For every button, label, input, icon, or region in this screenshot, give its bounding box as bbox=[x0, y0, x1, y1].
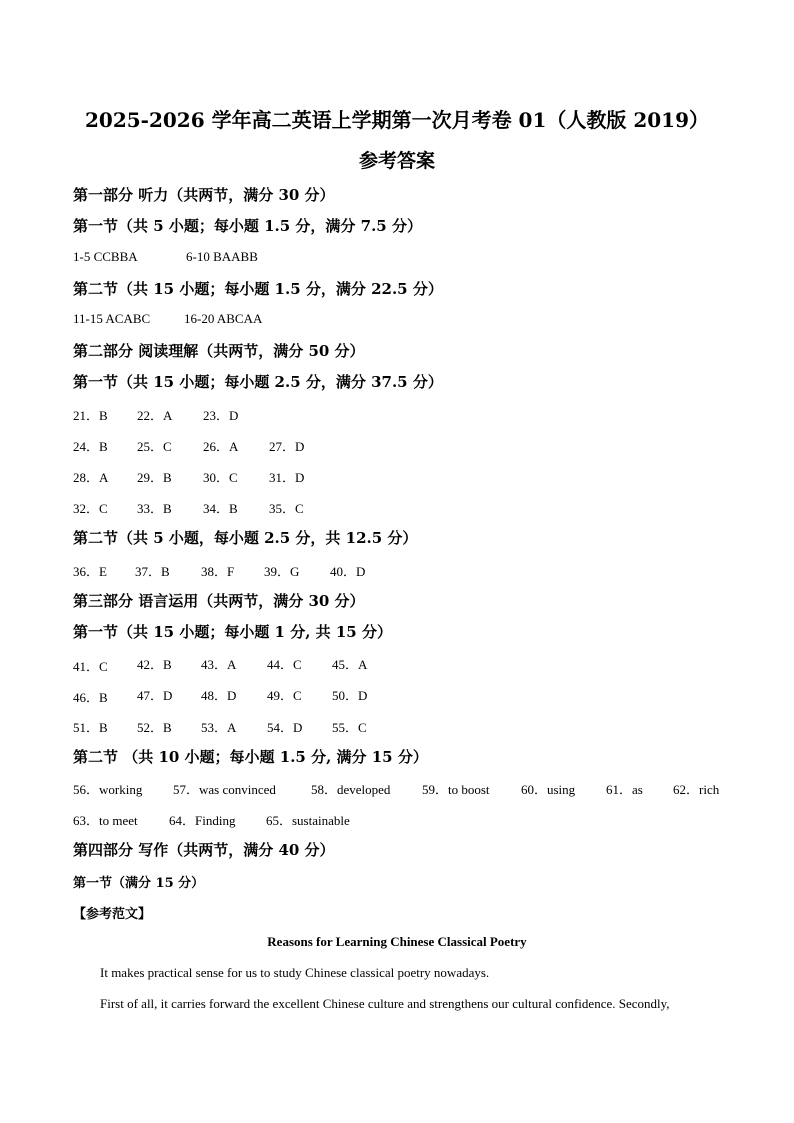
part1-sec1-heading: 第一节（共 5 小题；每小题 1.5 分，满分 7.5 分） bbox=[73, 217, 422, 235]
part1-heading: 第一部分 听力（共两节，满分 30 分） bbox=[73, 186, 335, 204]
answer-item: 54．D bbox=[267, 720, 303, 735]
answer-item: 59．to boost bbox=[422, 782, 490, 797]
answer-item: 30．C bbox=[203, 470, 238, 485]
sample-essay-label: 【参考范文】 bbox=[73, 907, 152, 922]
answer-item: 51．B bbox=[73, 720, 108, 735]
answer-item: 56．working bbox=[73, 782, 143, 797]
answer-item: 42．B bbox=[137, 657, 172, 672]
answer-item: 44．C bbox=[267, 657, 302, 672]
page-title: 2025-2026 学年高二英语上学期第一次月考卷 01（人教版 2019） bbox=[84, 108, 709, 132]
answer-item: 22．A bbox=[137, 408, 173, 423]
answer-item: 57．was convinced bbox=[173, 782, 276, 797]
answer-item: 26．A bbox=[203, 439, 239, 454]
answer-item: 33．B bbox=[137, 501, 172, 516]
answer-item: 50．D bbox=[332, 688, 368, 703]
part2-sec2-heading: 第二节（共 5 小题，每小题 2.5 分，共 12.5 分） bbox=[73, 529, 418, 547]
part3-sec2-heading: 第二节 （共 10 小题；每小题 1.5 分, 满分 15 分） bbox=[73, 748, 428, 766]
answer-item: 37．B bbox=[135, 564, 170, 579]
part1-sec2-heading: 第二节（共 15 小题；每小题 1.5 分，满分 22.5 分） bbox=[73, 280, 443, 298]
part4-sec1-heading: 第一节（满分 15 分） bbox=[73, 876, 205, 891]
essay-title: Reasons for Learning Chinese Classical Poetry bbox=[267, 934, 527, 949]
answer-item: 28．A bbox=[73, 470, 109, 485]
answer-item: 52．B bbox=[137, 720, 172, 735]
part4-heading: 第四部分 写作（共两节，满分 40 分） bbox=[73, 841, 335, 859]
answer-item: 25．C bbox=[137, 439, 172, 454]
answer-item: 34．B bbox=[203, 501, 238, 516]
essay-paragraph-2: First of all, it carries forward the excellent Chinese culture and strengthens our cultural confidence. Secondly, bbox=[100, 996, 670, 1011]
answer-item: 61．as bbox=[606, 782, 643, 797]
answer-item: 32．C bbox=[73, 501, 108, 516]
answer-item: 46．B bbox=[73, 690, 108, 705]
part2-heading: 第二部分 阅读理解（共两节，满分 50 分） bbox=[73, 342, 365, 360]
answer-item: 55．C bbox=[332, 720, 367, 735]
answer-item: 43．A bbox=[201, 657, 237, 672]
part3-heading: 第三部分 语言运用（共两节，满分 30 分） bbox=[73, 592, 365, 610]
answer-item: 47．D bbox=[137, 688, 173, 703]
part3-sec1-heading: 第一节（共 15 小题；每小题 1 分, 共 15 分） bbox=[73, 623, 392, 641]
page-subtitle: 参考答案 bbox=[358, 150, 435, 172]
answer-item: 62．rich bbox=[673, 782, 720, 797]
answer-item: 40．D bbox=[330, 564, 366, 579]
answer-item: 21．B bbox=[73, 408, 108, 423]
answer-item: 31．D bbox=[269, 470, 305, 485]
answer-item: 41．C bbox=[73, 659, 108, 674]
answer-item: 36．E bbox=[73, 564, 107, 579]
answer-group: 11-15 ACABC bbox=[73, 311, 151, 326]
answer-item: 35．C bbox=[269, 501, 304, 516]
answer-item: 45．A bbox=[332, 657, 368, 672]
answer-item: 23．D bbox=[203, 408, 239, 423]
answer-group: 1-5 CCBBA bbox=[73, 249, 138, 264]
answer-item: 38．F bbox=[201, 564, 235, 579]
answer-item: 49．C bbox=[267, 688, 302, 703]
answer-item: 24．B bbox=[73, 439, 108, 454]
essay-paragraph-1: It makes practical sense for us to study Chinese classical poetry nowadays. bbox=[100, 965, 490, 980]
answer-item: 64．Finding bbox=[169, 813, 236, 828]
answer-item: 39．G bbox=[264, 564, 300, 579]
part2-sec1-heading: 第一节（共 15 小题；每小题 2.5 分，满分 37.5 分） bbox=[73, 373, 443, 391]
answer-group: 6-10 BAABB bbox=[186, 249, 258, 264]
answer-item: 60．using bbox=[521, 782, 576, 797]
answer-item: 29．B bbox=[137, 470, 172, 485]
answer-item: 63．to meet bbox=[73, 813, 138, 828]
answer-item: 65．sustainable bbox=[266, 813, 350, 828]
answer-item: 58．developed bbox=[311, 782, 391, 797]
answer-item: 48．D bbox=[201, 688, 237, 703]
answer-item: 53．A bbox=[201, 720, 237, 735]
answer-item: 27．D bbox=[269, 439, 305, 454]
answer-group: 16-20 ABCAA bbox=[184, 311, 263, 326]
